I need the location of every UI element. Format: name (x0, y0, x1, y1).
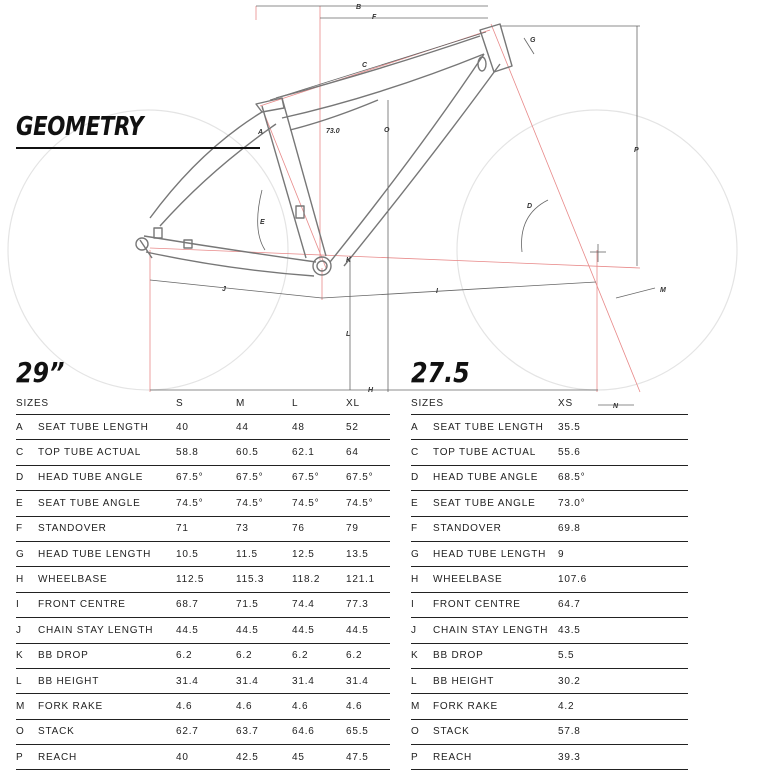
row-value: 4.6 (292, 694, 346, 719)
table-row (411, 592, 688, 617)
table-row (411, 618, 688, 643)
row-name: WHEELBASE (433, 567, 558, 592)
row-name: STACK (433, 719, 558, 744)
row-name: SEAT TUBE LENGTH (433, 415, 558, 440)
row-name: TOP TUBE ACTUAL (38, 440, 176, 465)
row-value: 48 (292, 415, 346, 440)
table-row (411, 415, 688, 440)
row-value: 52 (346, 415, 390, 440)
row-name: STANDOVER (38, 516, 176, 541)
row-value: 4.6 (346, 694, 390, 719)
rear-wheel (8, 110, 288, 390)
table-row (16, 618, 390, 643)
row-name: HEAD TUBE ANGLE (38, 465, 176, 490)
table-row (16, 465, 390, 490)
dim-label-f: F (372, 14, 377, 21)
row-value: 39.3 (558, 745, 688, 770)
row-value: 43.5 (558, 618, 688, 643)
table-29-title: 29” (16, 356, 65, 389)
row-name: BB DROP (433, 643, 558, 668)
row-code: M (16, 694, 38, 719)
dim-label-h: H (368, 387, 374, 394)
row-value: 40 (176, 745, 236, 770)
row-value: 107.6 (558, 567, 688, 592)
table-row (411, 541, 688, 566)
dim-label-d: D (527, 203, 533, 210)
row-value: 115.3 (236, 567, 292, 592)
row-code: L (411, 668, 433, 693)
table-row (411, 694, 688, 719)
row-value: 9 (558, 541, 688, 566)
row-value: 44.5 (236, 618, 292, 643)
row-value: 11.5 (236, 541, 292, 566)
row-code: A (16, 415, 38, 440)
row-name: HEAD TUBE LENGTH (38, 541, 176, 566)
row-name: TOP TUBE ACTUAL (433, 440, 558, 465)
geometry-heading: GEOMETRY (16, 112, 144, 142)
row-value: 67.5° (292, 465, 346, 490)
row-code: J (411, 618, 433, 643)
row-value: 63.7 (236, 719, 292, 744)
row-code: P (16, 745, 38, 770)
size-header: XS (558, 393, 688, 415)
row-code: C (411, 440, 433, 465)
size-header: S (176, 393, 236, 415)
row-code: K (411, 643, 433, 668)
row-value: 74.4 (292, 592, 346, 617)
row-value: 10.5 (176, 541, 236, 566)
table-row (16, 516, 390, 541)
row-value: 30.2 (558, 668, 688, 693)
row-value: 79 (346, 516, 390, 541)
row-value: 4.6 (236, 694, 292, 719)
row-code: D (16, 465, 38, 490)
row-code: P (411, 745, 433, 770)
dim-label-a: A (258, 129, 264, 136)
row-name: SEAT TUBE ANGLE (38, 491, 176, 516)
row-code: J (16, 618, 38, 643)
dim-label-m: M (660, 287, 666, 294)
row-value: 76 (292, 516, 346, 541)
row-value: 13.5 (346, 541, 390, 566)
row-value: 121.1 (346, 567, 390, 592)
row-value: 67.5° (236, 465, 292, 490)
row-value: 64.7 (558, 592, 688, 617)
table-row (16, 592, 390, 617)
dimension-arrows (150, 6, 655, 405)
row-name: FRONT CENTRE (433, 592, 558, 617)
table-row (16, 415, 390, 440)
row-value: 42.5 (236, 745, 292, 770)
row-value: 67.5° (176, 465, 236, 490)
geometry-underline (16, 147, 260, 149)
row-code: H (411, 567, 433, 592)
row-name: BB HEIGHT (433, 668, 558, 693)
row-value: 73 (236, 516, 292, 541)
row-name: HEAD TUBE LENGTH (433, 541, 558, 566)
table-row (16, 643, 390, 668)
row-name: FORK RAKE (433, 694, 558, 719)
row-value: 71 (176, 516, 236, 541)
row-value: 74.5° (236, 491, 292, 516)
row-name: CHAIN STAY LENGTH (38, 618, 176, 643)
row-value: 6.2 (292, 643, 346, 668)
row-code: L (16, 668, 38, 693)
dim-label-o: O (384, 127, 390, 134)
row-value: 64 (346, 440, 390, 465)
row-code: F (16, 516, 38, 541)
size-header: M (236, 393, 292, 415)
row-value: 44 (236, 415, 292, 440)
geometry-table-29 (16, 393, 390, 770)
row-value: 65.5 (346, 719, 390, 744)
row-code: E (411, 491, 433, 516)
row-code: I (16, 592, 38, 617)
table-header-row (411, 393, 688, 415)
row-value: 6.2 (236, 643, 292, 668)
table-row (411, 668, 688, 693)
dim-label-n: N (613, 403, 619, 410)
row-value: 31.4 (346, 668, 390, 693)
table-row (411, 440, 688, 465)
dim-label-l: L (346, 331, 351, 338)
row-code: H (16, 567, 38, 592)
row-code: O (411, 719, 433, 744)
row-code: K (16, 643, 38, 668)
row-value: 73.0° (558, 491, 688, 516)
table-275-title: 27.5 (411, 356, 470, 389)
row-code: O (16, 719, 38, 744)
row-name: WHEELBASE (38, 567, 176, 592)
row-code: A (411, 415, 433, 440)
row-value: 62.7 (176, 719, 236, 744)
row-code: C (16, 440, 38, 465)
table-row (16, 567, 390, 592)
table-row (411, 516, 688, 541)
row-name: STANDOVER (433, 516, 558, 541)
row-code: G (16, 541, 38, 566)
table-row (411, 643, 688, 668)
row-code: G (411, 541, 433, 566)
row-value: 6.2 (176, 643, 236, 668)
row-value: 31.4 (292, 668, 346, 693)
row-value: 74.5° (176, 491, 236, 516)
row-value: 68.7 (176, 592, 236, 617)
row-code: I (411, 592, 433, 617)
row-value: 44.5 (176, 618, 236, 643)
row-value: 62.1 (292, 440, 346, 465)
table-row (411, 465, 688, 490)
dim-label-i: I (436, 288, 438, 295)
row-name: REACH (433, 745, 558, 770)
dim-label-e: E (260, 219, 265, 226)
row-value: 112.5 (176, 567, 236, 592)
table-row (16, 668, 390, 693)
row-value: 12.5 (292, 541, 346, 566)
row-value: 4.6 (176, 694, 236, 719)
table-row (16, 541, 390, 566)
row-value: 31.4 (176, 668, 236, 693)
row-value: 44.5 (346, 618, 390, 643)
table-row (16, 745, 390, 770)
row-value: 45 (292, 745, 346, 770)
row-value: 31.4 (236, 668, 292, 693)
row-value: 74.5° (346, 491, 390, 516)
row-value: 6.2 (346, 643, 390, 668)
row-value: 69.8 (558, 516, 688, 541)
geometry-table-275 (411, 393, 688, 770)
row-value: 47.5 (346, 745, 390, 770)
size-header: L (292, 393, 346, 415)
row-value: 67.5° (346, 465, 390, 490)
row-value: 71.5 (236, 592, 292, 617)
row-value: 57.8 (558, 719, 688, 744)
dim-label-j: J (222, 286, 226, 293)
dim-label-c: C (362, 62, 368, 69)
row-name: FRONT CENTRE (38, 592, 176, 617)
table-row (16, 491, 390, 516)
row-name: FORK RAKE (38, 694, 176, 719)
sizes-header: SIZES (16, 393, 176, 415)
dim-label-angle: 73.0 (326, 128, 340, 135)
row-name: CHAIN STAY LENGTH (433, 618, 558, 643)
dim-label-g: G (530, 37, 536, 44)
row-value: 35.5 (558, 415, 688, 440)
row-value: 60.5 (236, 440, 292, 465)
table-row (411, 719, 688, 744)
table-header-row (16, 393, 390, 415)
dim-label-p: P (634, 147, 639, 154)
table-row (16, 440, 390, 465)
table-row (411, 491, 688, 516)
row-value: 4.2 (558, 694, 688, 719)
row-name: SEAT TUBE ANGLE (433, 491, 558, 516)
row-name: REACH (38, 745, 176, 770)
bike-frame (136, 24, 512, 276)
table-row (411, 745, 688, 770)
row-code: D (411, 465, 433, 490)
row-code: M (411, 694, 433, 719)
sizes-header: SIZES (411, 393, 558, 415)
dim-label-k: K (346, 257, 352, 264)
row-name: SEAT TUBE LENGTH (38, 415, 176, 440)
row-value: 68.5° (558, 465, 688, 490)
row-name: STACK (38, 719, 176, 744)
table-row (411, 567, 688, 592)
table-row (16, 719, 390, 744)
row-value: 118.2 (292, 567, 346, 592)
row-name: HEAD TUBE ANGLE (433, 465, 558, 490)
table-row (16, 694, 390, 719)
row-value: 40 (176, 415, 236, 440)
row-value: 44.5 (292, 618, 346, 643)
row-code: F (411, 516, 433, 541)
row-value: 5.5 (558, 643, 688, 668)
row-name: BB DROP (38, 643, 176, 668)
row-value: 77.3 (346, 592, 390, 617)
size-header: XL (346, 393, 390, 415)
row-value: 74.5° (292, 491, 346, 516)
row-value: 58.8 (176, 440, 236, 465)
dim-label-b: B (356, 4, 362, 11)
row-value: 64.6 (292, 719, 346, 744)
row-code: E (16, 491, 38, 516)
row-value: 55.6 (558, 440, 688, 465)
row-name: BB HEIGHT (38, 668, 176, 693)
